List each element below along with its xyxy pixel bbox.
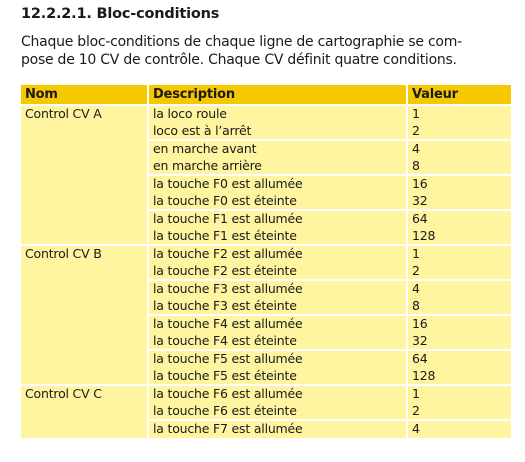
intro-paragraph — [21, 33, 511, 69]
condition-description: la touche F4 est éteinte — [153, 332, 297, 348]
intro-line: Chaque bloc-conditions de chaque ligne de cartographie se com- — [21, 34, 462, 50]
condition-value: 8 — [412, 297, 420, 313]
section-heading: 12.2.2.1. Bloc-conditions — [21, 6, 220, 22]
condition-description: la touche F6 est allumée — [153, 386, 303, 401]
condition-description: la touche F3 est allumée — [153, 281, 303, 296]
description-cell — [148, 140, 407, 175]
condition-value: 2 — [412, 402, 420, 418]
description-cell — [148, 210, 407, 245]
condition-value: 4 — [412, 141, 420, 156]
condition-description: la touche F6 est éteinte — [153, 402, 297, 418]
condition-description: la touche F2 est éteinte — [153, 262, 297, 278]
value-cell — [407, 350, 511, 385]
condition-value: 16 — [412, 316, 428, 331]
value-cell — [407, 105, 511, 140]
condition-value: 128 — [412, 367, 436, 383]
condition-value: 2 — [412, 122, 420, 138]
condition-value: 1 — [412, 386, 420, 401]
description-cell — [148, 420, 407, 439]
table-header-row — [21, 85, 511, 105]
condition-description: la touche F1 est éteinte — [153, 227, 297, 243]
description-cell — [148, 245, 407, 280]
cv-name-cell: Control CV A — [21, 105, 148, 245]
condition-description: loco est à l’arrêt — [153, 122, 252, 138]
value-cell — [407, 420, 511, 439]
description-cell — [148, 175, 407, 210]
condition-description: la touche F5 est allumée — [153, 351, 303, 366]
condition-value: 32 — [412, 192, 428, 208]
condition-value: 4 — [412, 421, 420, 436]
cv-name-cell: Control CV B — [21, 245, 148, 385]
cv-name-cell: Control CV C — [21, 385, 148, 439]
table-row — [21, 105, 511, 140]
description-cell — [148, 315, 407, 350]
column-header-value: Valeur — [407, 85, 511, 105]
value-cell — [407, 385, 511, 420]
condition-description: la touche F5 est éteinte — [153, 367, 297, 383]
value-cell — [407, 175, 511, 210]
condition-description: la loco roule — [153, 106, 227, 121]
table-row — [21, 385, 511, 420]
intro-line: pose de 10 CV de contrôle. Chaque CV définit quatre conditions. — [21, 52, 457, 68]
condition-description: la touche F7 est allumée — [153, 421, 303, 436]
description-cell — [148, 280, 407, 315]
condition-description: la touche F4 est allumée — [153, 316, 303, 331]
condition-value: 8 — [412, 157, 420, 173]
condition-description: en marche avant — [153, 141, 257, 156]
condition-description: la touche F2 est allumée — [153, 246, 303, 261]
condition-value: 4 — [412, 281, 420, 296]
condition-value: 1 — [412, 106, 420, 121]
condition-value: 2 — [412, 262, 420, 278]
condition-value: 16 — [412, 176, 428, 191]
condition-description: la touche F0 est éteinte — [153, 192, 297, 208]
table-row — [21, 245, 511, 280]
condition-description: la touche F0 est allumée — [153, 176, 303, 191]
description-cell — [148, 385, 407, 420]
condition-description: la touche F1 est allumée — [153, 211, 303, 226]
description-cell — [148, 105, 407, 140]
condition-description: la touche F3 est éteinte — [153, 297, 297, 313]
value-cell — [407, 280, 511, 315]
condition-value: 64 — [412, 351, 428, 366]
condition-value: 64 — [412, 211, 428, 226]
condition-value: 32 — [412, 332, 428, 348]
value-cell — [407, 315, 511, 350]
value-cell — [407, 210, 511, 245]
condition-description: en marche arrière — [153, 157, 262, 173]
column-header-description: Description — [148, 85, 407, 105]
column-header-name: Nom — [21, 85, 148, 105]
table-body — [21, 105, 511, 439]
value-cell — [407, 245, 511, 280]
description-cell — [148, 350, 407, 385]
value-cell — [407, 140, 511, 175]
control-cv-table — [21, 85, 511, 440]
condition-value: 1 — [412, 246, 420, 261]
condition-value: 128 — [412, 227, 436, 243]
